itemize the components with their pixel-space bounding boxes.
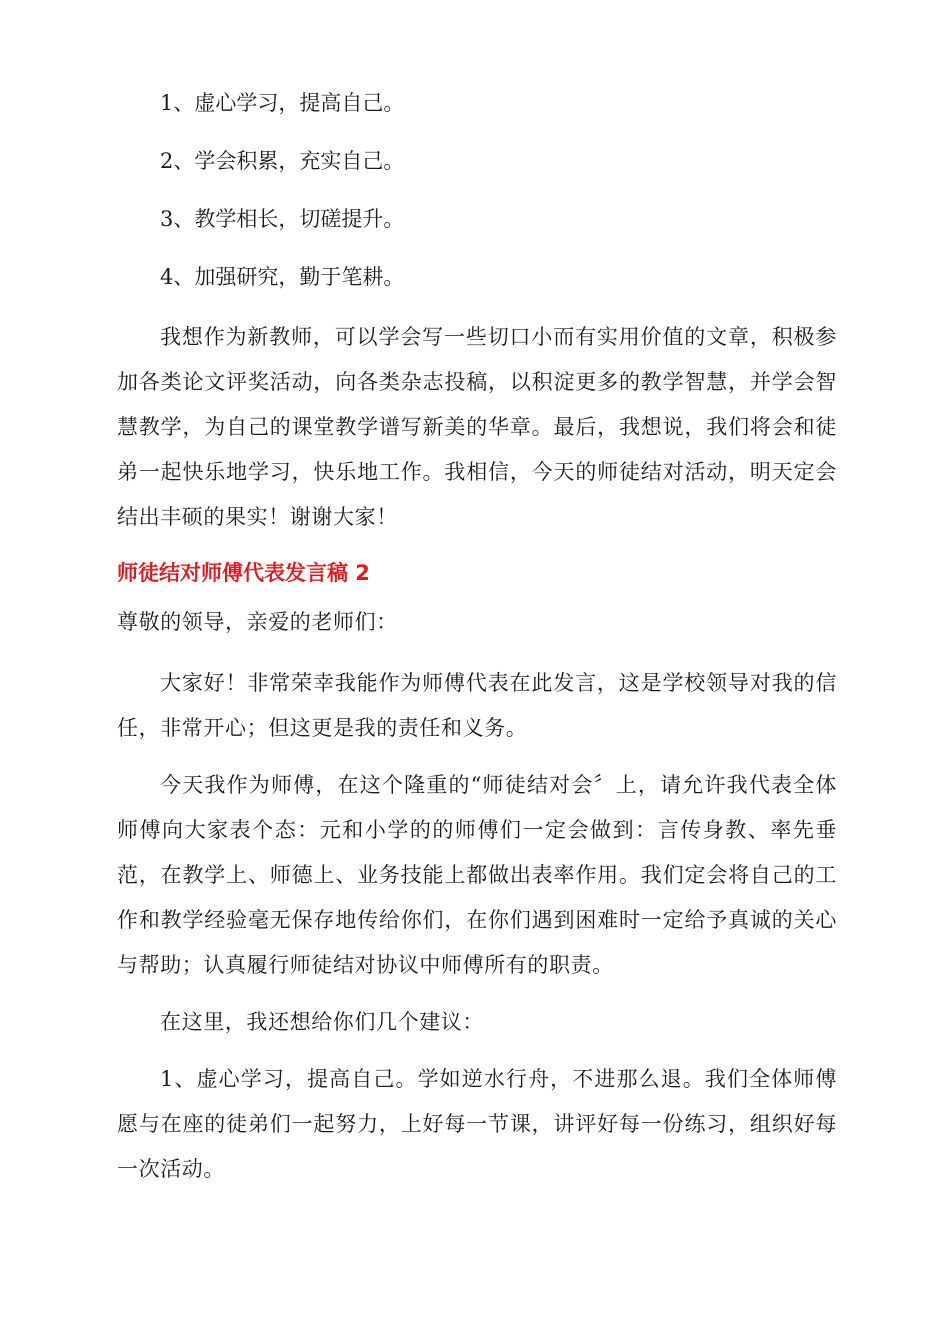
commitment-paragraph: 今天我作为师傅，在这个隆重的“师徒结对会〞上，请允许我代表全体师傅向大家表个态：元和小学的的师傅们一定会做到：言传身教、率先垂范，在教学上、师德上、业务技能上都做出表率作用。我们定会将自己的工作和教学经验毫无保存地传给你们，在你们遇到困难时一定给予真诚的关心与帮助；认真履行师徒结对协议中师傅所有的职责。: [117, 773, 837, 977]
suggestion-intro: 在这里，我还想给你们几个建议：: [160, 1010, 484, 1034]
list-item: 3、教学相长，切磋提升。: [160, 207, 405, 231]
list-item: 2、学会积累，充实自己。: [160, 149, 405, 173]
salutation: 尊敬的领导，亲爱的老师们：: [117, 610, 398, 634]
list-item: 4、加强研究，勤于笔耕。: [160, 265, 405, 289]
section-heading: 师徒结对师傅代表发言稿 2: [117, 561, 370, 585]
list-item: 1、虚心学习，提高自己。: [160, 91, 405, 115]
closing-paragraph: 我想作为新教师，可以学会写一些切口小而有实用价值的文章，积极参加各类论文评奖活动，向各类杂志投稿，以积淀更多的教学智慧，并学会智慧教学，为自己的课堂教学谱写新美的华章。最后，我想说，我们将会和徒弟一起快乐地学习，快乐地工作。我相信，今天的师徒结对活动，明天定会结出丰硕的果实！谢谢大家！: [117, 325, 837, 529]
document-page: [117, 88, 837, 1192]
suggestion-paragraph: 1、虚心学习，提高自己。学如逆水行舟，不进那么退。我们全体师傅愿与在座的徒弟们一起努力，上好每一节课，讲评好每一份练习，组织好每一次活动。: [117, 1067, 837, 1181]
greeting-paragraph: 大家好！非常荣幸我能作为师傅代表在此发言，这是学校领导对我的信任，非常开心；但这更是我的责任和义务。: [117, 671, 837, 740]
